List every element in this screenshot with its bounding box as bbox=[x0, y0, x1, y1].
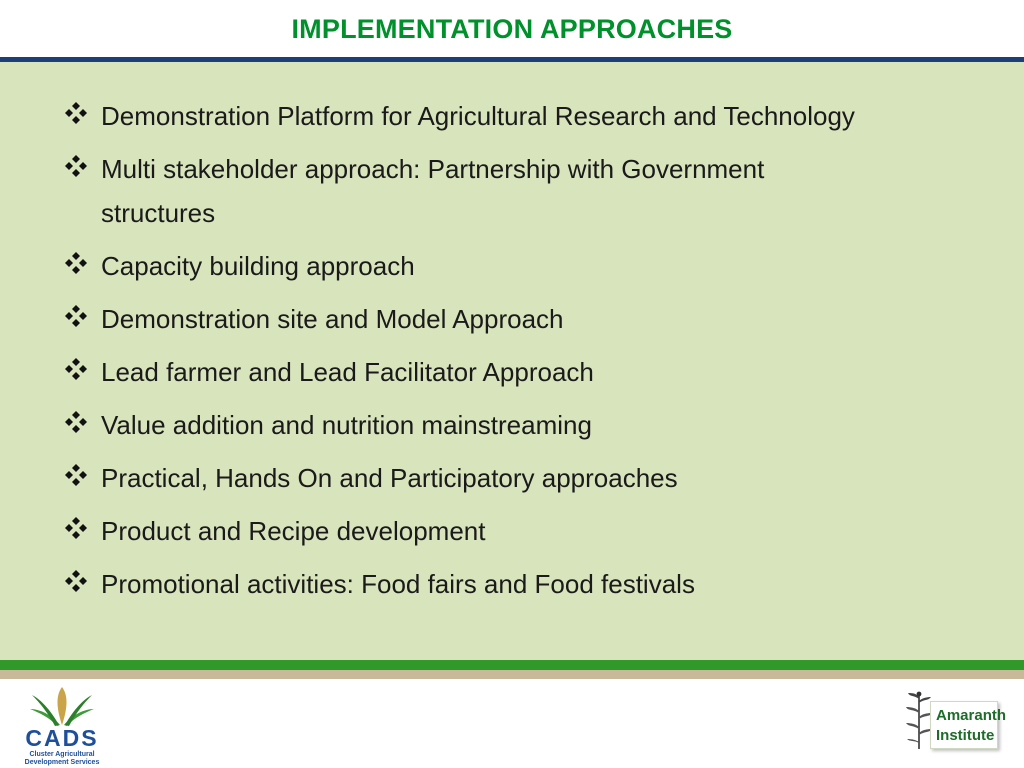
cads-logo bbox=[14, 685, 110, 767]
four-diamond-icon bbox=[64, 304, 90, 328]
list-item bbox=[64, 456, 964, 500]
list-item bbox=[64, 562, 964, 606]
content-panel bbox=[0, 62, 1024, 660]
footer bbox=[0, 679, 1024, 768]
four-diamond-icon bbox=[64, 410, 90, 434]
list-item bbox=[64, 94, 964, 138]
bullet-list bbox=[64, 94, 964, 615]
bullet-text: Practical, Hands On and Participatory approaches bbox=[101, 463, 678, 493]
footer-band-tan bbox=[0, 670, 1024, 679]
four-diamond-icon bbox=[64, 463, 90, 487]
slide-title: IMPLEMENTATION APPROACHES bbox=[291, 14, 733, 44]
list-item bbox=[64, 403, 964, 447]
bullet-text: Promotional activities: Food fairs and Food festivals bbox=[101, 569, 695, 599]
amaranth-name-line-2: Institute bbox=[936, 727, 995, 744]
list-item bbox=[64, 350, 964, 394]
bullet-text: Lead farmer and Lead Facilitator Approach bbox=[101, 357, 594, 387]
bullet-text: Demonstration site and Model Approach bbox=[101, 304, 564, 334]
cads-tagline-line-2: Development Services bbox=[24, 759, 100, 766]
amaranth-name-line-1: Amaranth bbox=[936, 707, 1007, 724]
footer-band-green bbox=[0, 660, 1024, 670]
list-item bbox=[64, 244, 964, 288]
four-diamond-icon bbox=[64, 516, 90, 540]
bullet-text: Demonstration Platform for Agricultural Research and Technology bbox=[101, 101, 855, 131]
list-item bbox=[64, 509, 964, 553]
four-diamond-icon bbox=[64, 251, 90, 275]
four-diamond-icon bbox=[64, 154, 90, 178]
amaranth-logo bbox=[902, 689, 1007, 751]
amaranth-label bbox=[930, 701, 1007, 749]
list-item bbox=[64, 297, 964, 341]
bullet-text: Capacity building approach bbox=[101, 251, 415, 281]
cads-wordmark: CADS bbox=[25, 725, 99, 751]
bullet-text: Product and Recipe development bbox=[101, 516, 486, 546]
bullet-text: Multi stakeholder approach: Partnership with Government structures bbox=[101, 154, 765, 228]
cads-tagline-line-1: Cluster Agricultural bbox=[29, 751, 95, 758]
bullet-text: Value addition and nutrition mainstreaming bbox=[101, 410, 592, 440]
four-diamond-icon bbox=[64, 569, 90, 593]
four-diamond-icon bbox=[64, 101, 90, 125]
cads-tagline bbox=[14, 751, 110, 767]
four-diamond-icon bbox=[64, 357, 90, 381]
list-item bbox=[64, 147, 964, 235]
